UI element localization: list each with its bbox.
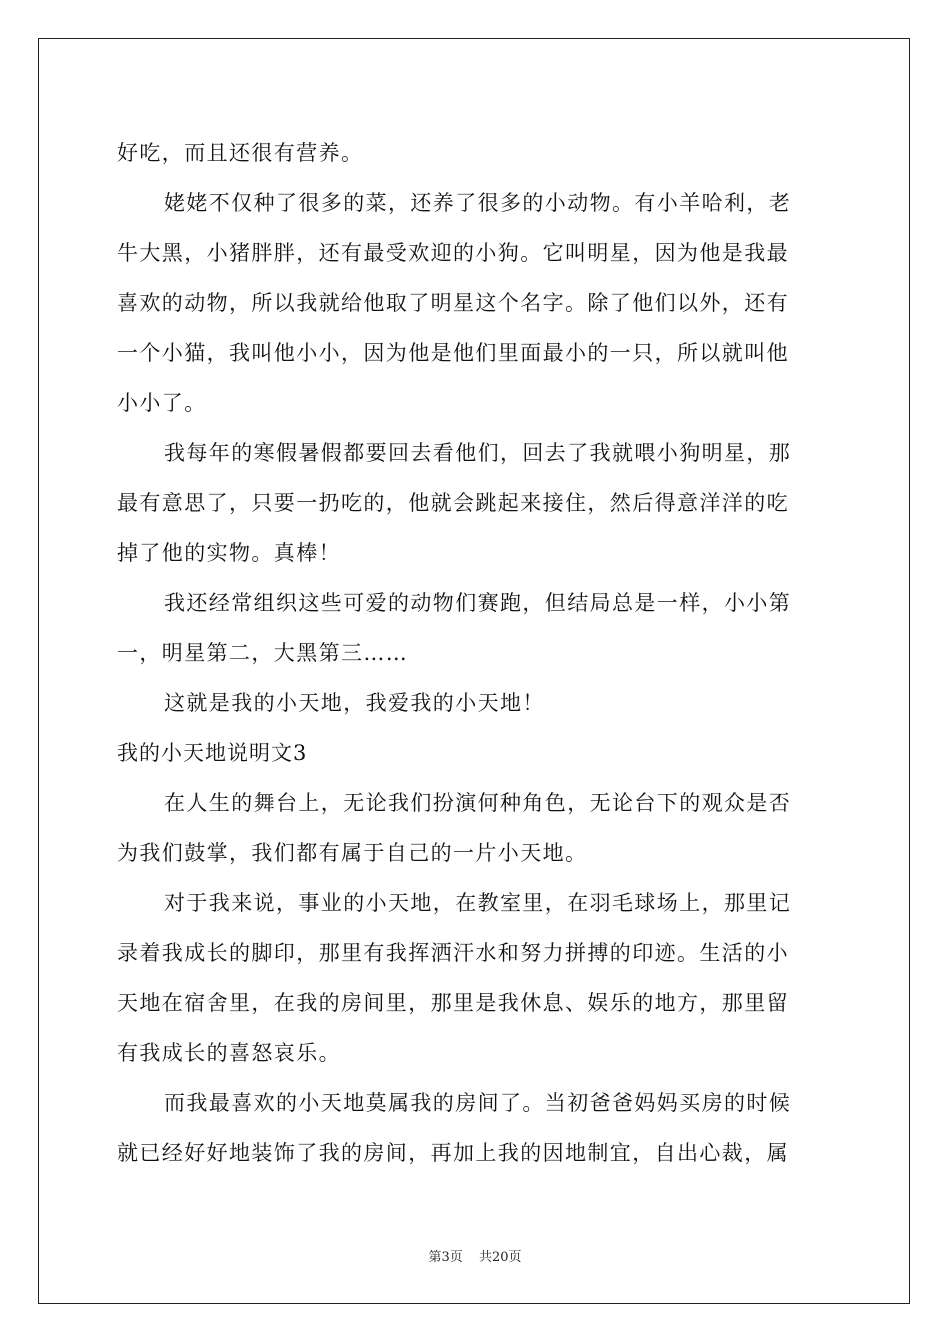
text-line: 在人生的舞台上，无论我们扮演何种角色，无论台下的观众是否 <box>164 791 792 815</box>
text-line: 一个小猫，我叫他小小，因为他是他们里面最小的一只，所以就叫他 <box>117 341 789 365</box>
total-pages: 共20页 <box>478 1250 522 1265</box>
text-line: 好吃，而且还很有营养。 <box>117 141 364 165</box>
document-body <box>117 128 833 1178</box>
page-number: 第3页 <box>428 1250 463 1265</box>
text-line: 一，明星第二，大黑第三…… <box>117 641 409 665</box>
text-line: 我每年的寒假暑假都要回去看他们，回去了我就喂小狗明星，那 <box>164 441 792 465</box>
text-line: 这就是我的小天地，我爱我的小天地！ <box>164 691 545 715</box>
section-heading: 我的小天地说明文3 <box>117 741 308 765</box>
text-line: 天地在宿舍里，在我的房间里，那里是我休息、娱乐的地方，那里留 <box>117 991 789 1015</box>
text-line: 姥姥不仅种了很多的菜，还养了很多的小动物。有小羊哈利，老 <box>164 191 792 215</box>
text-line: 为我们鼓掌，我们都有属于自己的一片小天地。 <box>117 841 588 865</box>
text-line: 而我最喜欢的小天地莫属我的房间了。当初爸爸妈妈买房的时候 <box>164 1091 792 1115</box>
text-line: 小小了。 <box>117 391 207 415</box>
text-line: 就已经好好地装饰了我的房间，再加上我的因地制宜，自出心裁，属 <box>117 1141 789 1165</box>
page-footer <box>0 1246 950 1265</box>
text-line: 掉了他的实物。真棒！ <box>117 541 341 565</box>
text-line: 录着我成长的脚印，那里有我挥洒汗水和努力拼搏的印迹。生活的小 <box>117 941 789 965</box>
text-line: 最有意思了，只要一扔吃的，他就会跳起来接住，然后得意洋洋的吃 <box>117 491 789 515</box>
text-line: 喜欢的动物，所以我就给他取了明星这个名字。除了他们以外，还有 <box>117 291 789 315</box>
text-line: 牛大黑，小猪胖胖，还有最受欢迎的小狗。它叫明星，因为他是我最 <box>117 241 789 265</box>
text-line: 有我成长的喜怒哀乐。 <box>117 1041 341 1065</box>
text-line: 对于我来说，事业的小天地，在教室里，在羽毛球场上，那里记 <box>164 891 792 915</box>
text-line: 我还经常组织这些可爱的动物们赛跑，但结局总是一样，小小第 <box>164 591 792 615</box>
